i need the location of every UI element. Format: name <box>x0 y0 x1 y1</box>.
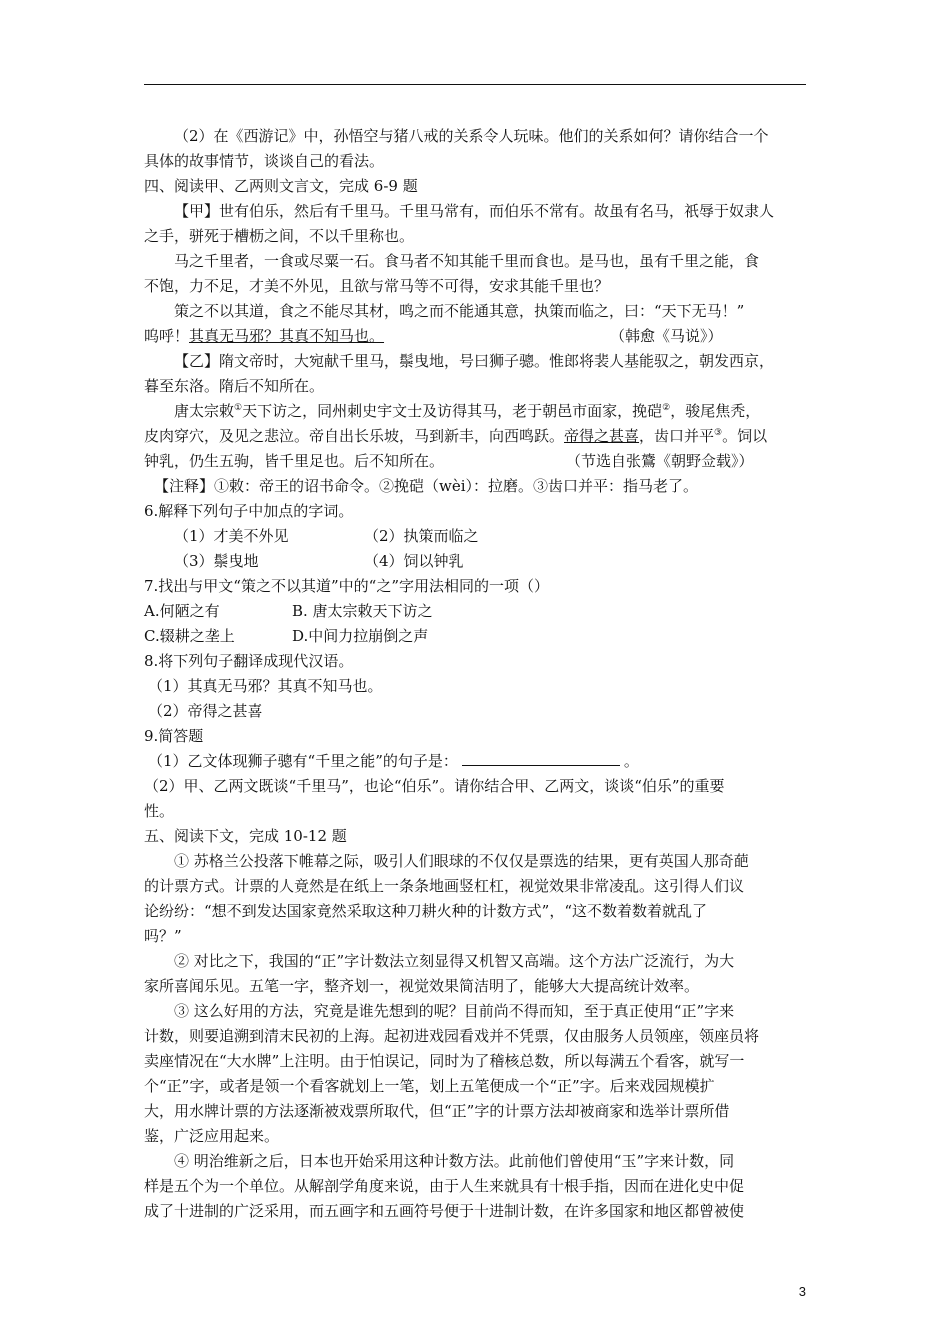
yi-p1-line1: 【乙】隋文帝时，大宛献千里马，鬃曳地，号曰狮子骢。惟郎将裴人基能驭之，朝发西京， <box>174 352 775 370</box>
q6-row-1 <box>144 524 806 549</box>
q7-options-row-1 <box>144 599 806 624</box>
footnote-marker-2: ② <box>662 403 671 413</box>
q8-item: （1）其真无马邪？其真不知马也。 <box>148 677 383 695</box>
q9-item2-line1: （2）甲、乙两文既谈“千里马”，也论“伯乐”。请你结合甲、乙两文，谈谈“伯乐”的重要 <box>144 777 725 795</box>
q7-options-row-2 <box>144 624 806 649</box>
s5-p1-line1: ① 苏格兰公投落下帷幕之际，吸引人们眼球的不仅仅是票选的结果，更有英国人那奇葩 <box>174 852 749 870</box>
s5-p4-line1: ④ 明治维新之后，日本也开始采用这种计数方法。此前他们曾使用“玉”字来计数，同 <box>174 1152 735 1170</box>
jia-p2-line1: 马之千里者，一食或尽粟一石。食马者不知其能千里而食也。是马也，虽有千里之能，食 <box>174 252 760 270</box>
s5-p2-line1: ② 对比之下，我国的“正”字计数法立刻显得又机智又高端。这个方法广泛流行，为大 <box>174 952 735 970</box>
s5-p1-line3: 论纷纷：“想不到发达国家竟然采取这种刀耕火种的计数方式”，“这不数着数着就乱了 <box>144 902 708 920</box>
jia-p3-exclaim: 呜呼！ <box>144 327 190 345</box>
annotation-notes: 【注释】①敕：帝王的诏书命令。②挽硙（wèi）：拉磨。③齿口并平：指马老了。 <box>154 477 699 495</box>
q5-part2-line2: 具体的故事情节，谈谈自己的看法。 <box>144 152 385 170</box>
yi-underlined-phrase: 帝得之甚喜 <box>564 427 640 445</box>
footnote-marker-1: ① <box>234 403 243 413</box>
yi-p2-line1: 唐太宗敕①天下访之，同州刺史宇文士及访得其马，老于朝邑市面家，挽硙②，骏尾焦秃， <box>174 402 761 420</box>
jia-p1-line1: 【甲】世有伯乐，然后有千里马。千里马常有，而伯乐不常有。故虽有名马，祇辱于奴隶人 <box>174 202 775 220</box>
q7-option-d: D.中间力拉崩倒之声 <box>292 627 429 645</box>
s5-p1-line2: 的计票方式。计票的人竟然是在纸上一条条地画竖杠杠，视觉效果非常凌乱。这引得人们议 <box>144 877 745 895</box>
s5-p4-line2: 样是五个为一个单位。从解剖学角度来说，由于人生来就具有十根手指，因而在进化史中促 <box>144 1177 745 1195</box>
section5-heading: 五、阅读下文，完成 10-12 题 <box>144 827 347 845</box>
yi-p1-line2: 暮至东洛。隋后不知所在。 <box>144 377 325 395</box>
header-rule <box>144 84 806 85</box>
s5-p3-line2: 计数，则要追溯到清末民初的上海。起初进戏园看戏并不凭票，仅由服务人员领座，领座员将 <box>144 1027 760 1045</box>
q5-part2-line1: （2）在《西游记》中，孙悟空与猪八戒的关系令人玩味。他们的关系如何？请你结合一个 <box>174 127 769 145</box>
q8-stem: 8.将下列句子翻译成现代汉语。 <box>144 652 354 670</box>
s5-p3-line1: ③ 这么好用的方法，究竟是谁先想到的呢？目前尚不得而知，至于真正使用“正”字来 <box>174 1002 735 1020</box>
q6-item: （4）饲以钟乳 <box>364 552 464 570</box>
jia-p2-line2: 不饱，力不足，才美不外见，且欲与常马等不可得，安求其能千里也？ <box>144 277 610 295</box>
q6-item: （1）才美不外见 <box>174 527 289 545</box>
q7-stem: 7.找出与甲文“策之不以其道”中的“之”字用法相同的一项（） <box>144 577 549 595</box>
yi-source: （节选自张鷟《朝野佥载》） <box>566 452 754 470</box>
section4-heading: 四、阅读甲、乙两则文言文，完成 6-9 题 <box>144 177 418 195</box>
yi-p2-line2: 皮肉穿穴，及见之悲泣。帝自出长乐坡，马到新丰，向西鸣跃。帝得之甚喜，齿口并平③。饲以 <box>144 427 768 445</box>
jia-p3-underlined-sentence: 其真无马邪？其真不知马也。 <box>189 327 385 345</box>
s5-p1-line4: 吗？” <box>144 927 182 945</box>
s5-p3-line6: 鉴，广泛应用起来。 <box>144 1127 280 1145</box>
q7-option-b: B. 唐太宗敕天下访之 <box>292 602 433 620</box>
q9-item2-line2: 性。 <box>144 802 175 820</box>
q8-item: （2）帝得之甚喜 <box>148 702 263 720</box>
answer-blank[interactable] <box>462 749 620 766</box>
jia-p3-line1: 策之不以其道，食之不能尽其材，鸣之而不能通其意，执策而临之，曰：“天下无马！” <box>174 302 745 320</box>
s5-p4-line3: 成了十进制的广泛采用，而五画字和五画符号便于十进制计数，在许多国家和地区都曾被使 <box>144 1202 745 1220</box>
s5-p3-line3: 卖座情况在“大水牌”上注明。由于怕误记，同时为了稽核总数，所以每满五个看客，就写一 <box>144 1052 745 1070</box>
yi-p2-line3: 钟乳，仍生五驹，皆千里足也。后不知所在。 （节选自张鷟《朝野佥载》） <box>144 452 754 470</box>
page-content <box>144 124 806 1224</box>
q6-item: （2）执策而临之 <box>364 527 479 545</box>
jia-p3-line2 <box>144 324 806 349</box>
q9-stem: 9.简答题 <box>144 727 204 745</box>
jia-p1-line2: 之手，骈死于槽枥之间，不以千里称也。 <box>144 227 415 245</box>
q9-item1: （1）乙文体现狮子骢有“千里之能”的句子是： 。 <box>144 749 806 774</box>
q7-option-a: A.何陋之有 <box>144 602 220 620</box>
s5-p3-line4: 个“正”字，或者是领一个看客就划上一笔，划上五笔便成一个“正”字。后来戏园规模扩 <box>144 1077 715 1095</box>
q6-row-2 <box>144 549 806 574</box>
q6-stem: 6.解释下列句子中加点的字词。 <box>144 502 354 520</box>
s5-p2-line2: 家所喜闻乐见。五笔一字，整齐划一，视觉效果简洁明了，能够大大提高统计效率。 <box>144 977 700 995</box>
s5-p3-line5: 大，用水牌计票的方法逐渐被戏票所取代，但“正”字的计票方法却被商家和选举计票所借 <box>144 1102 730 1120</box>
footnote-marker-3: ③ <box>714 428 723 438</box>
page-number: 3 <box>798 1284 806 1299</box>
jia-source: （韩愈《马说》） <box>610 327 723 345</box>
q7-option-c: C.辍耕之垄上 <box>144 627 235 645</box>
q6-item: （3）鬃曳地 <box>174 552 259 570</box>
